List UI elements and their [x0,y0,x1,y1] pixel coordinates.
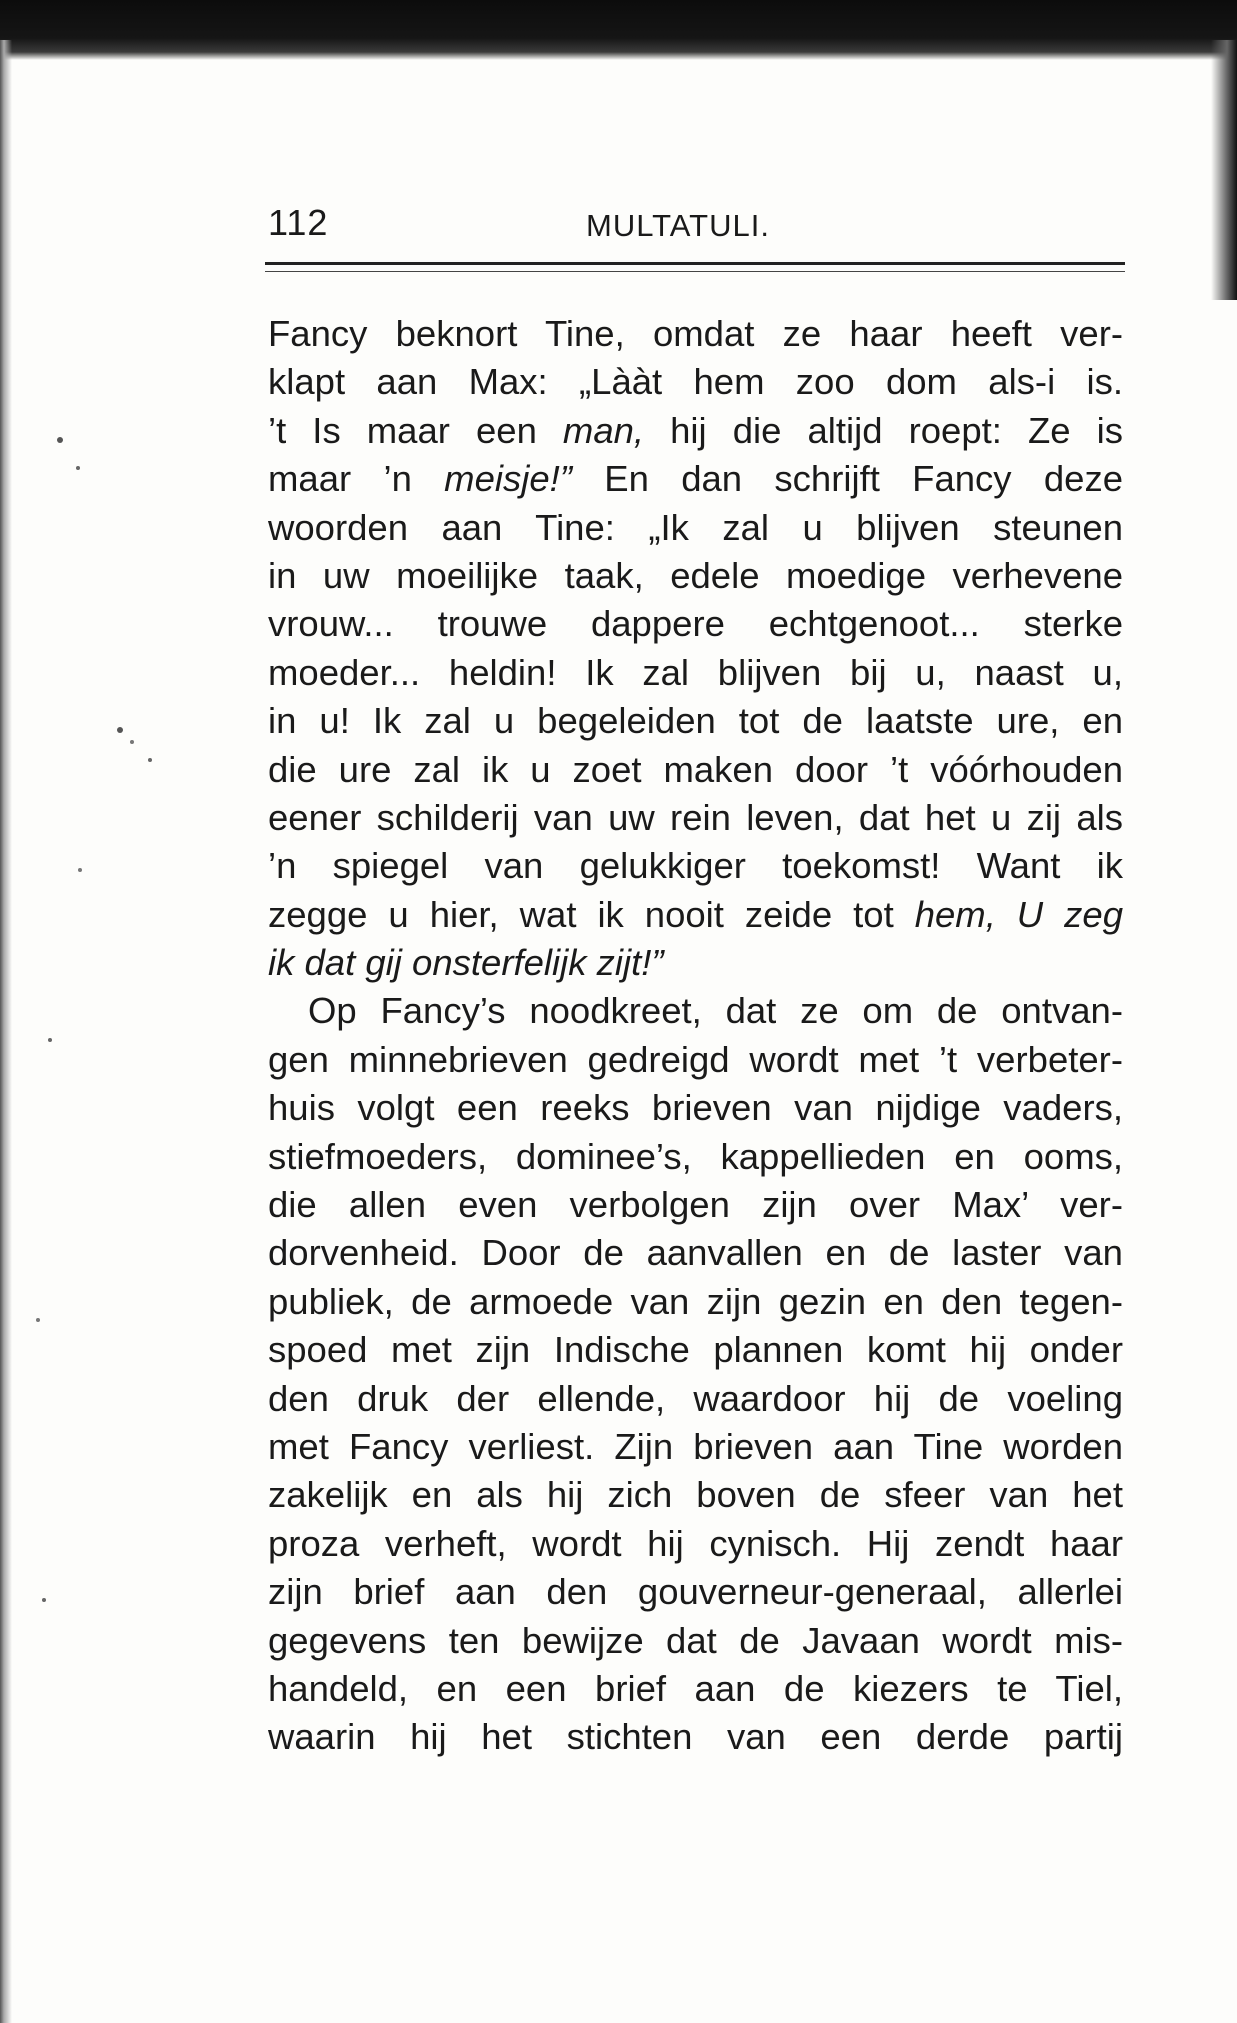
page-header [268,202,1123,262]
text-line: eener schilderij van uw rein leven, dat het u zij als [268,796,1123,838]
header-rule-thin [265,271,1125,272]
text-line: handeld, en een brief aan de kiezers te Tiel, [268,1667,1123,1709]
text-line: gen minnebrieven gedreigd wordt met ’t verbeter- [268,1038,1123,1080]
text-line: klapt aan Max: „Lààt hem zoo dom als-i is. [268,361,1123,403]
text-line: gegevens ten bewijze dat de Javaan wordt mis- [268,1619,1123,1661]
text-line: zakelijk en als hij zich boven de sfeer van het [268,1474,1123,1516]
text-line: die allen even verbolgen zijn over Max’ ver- [268,1184,1123,1226]
italic-text: hem, U zeg [914,893,1123,935]
text-line: in u! Ik zal u begeleiden tot de laatste ure, en [268,700,1123,742]
scan-left-shadow [0,40,12,2023]
scan-right-shadow [1211,40,1237,300]
scan-top-shadow [0,0,1237,60]
italic-text: ik dat gij onsterfelijk zijt!” [268,942,664,984]
text-line: Op Fancy’s noodkreet, dat ze om de ontvan- [308,990,1123,1032]
text-line: waarin hij het stichten van een derde partij [268,1716,1123,1758]
text-line: zegge u hier, wat ik nooit zeide tot hem, U zeg [268,893,1123,935]
text-line: den druk der ellende, waardoor hij de voeling [268,1377,1123,1419]
text-line: Fancy beknort Tine, omdat ze haar heeft ver- [268,313,1123,354]
text-line: spoed met zijn Indische plannen komt hij onder [268,1329,1123,1371]
text-line: die ure zal ik u zoet maken door ’t vóórhouden [268,748,1123,790]
text-line: zijn brief aan den gouverneur-generaal, allerlei [268,1571,1123,1613]
text-line: ’n spiegel van gelukkiger toekomst! Want ik [268,845,1123,887]
text-line: huis volgt een reeks brieven van nijdige vaders, [268,1087,1123,1129]
text-line: proza verheft, wordt hij cynisch. Hij zendt haar [268,1522,1123,1564]
body-text [268,310,1123,1762]
text-line: stiefmoeders, dominee’s, kappellieden en ooms, [268,1135,1123,1177]
text-line: met Fancy verliest. Zijn brieven aan Tine worden [268,1425,1123,1467]
text-line: woorden aan Tine: „Ik zal u blijven steunen [268,506,1123,548]
page-number: 112 [268,202,329,243]
margin-specks [20,420,180,1820]
text-line [268,939,1123,987]
running-head: MULTATULI. [586,208,770,243]
text-line: moeder... heldin! Ik zal blijven bij u, naast u, [268,651,1123,693]
text-line: ’t Is maar een man, hij die altijd roept: Ze is [268,409,1123,451]
text-line: maar ’n meisje!” En dan schrijft Fancy deze [268,458,1123,500]
text-line: publiek, de armoede van zijn gezin en den tegen- [268,1280,1123,1322]
text-line: in uw moeilijke taak, edele moedige verhevene [268,554,1123,596]
header-rule-thick [265,262,1125,265]
italic-text: meisje!” [444,458,572,500]
italic-text: man, [562,409,645,451]
text-line: vrouw... trouwe dappere echtgenoot... sterke [268,603,1123,645]
text-line: dorvenheid. Door de aanvallen en de laster van [268,1232,1123,1274]
